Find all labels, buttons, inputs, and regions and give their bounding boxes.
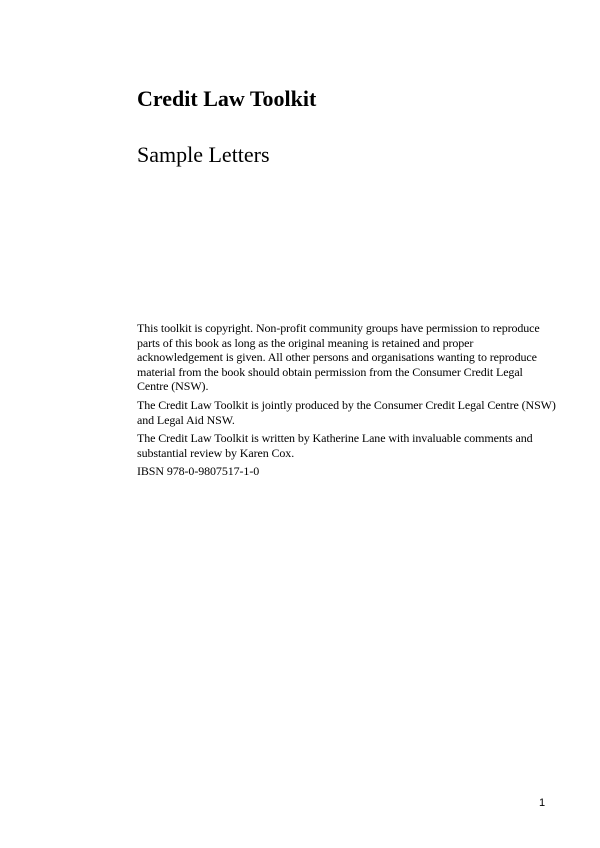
page-number: 1 — [539, 797, 546, 809]
authorship-paragraph: The Credit Law Toolkit is written by Katherine Lane with invaluable comments and substantial review by Karen Cox. — [137, 431, 533, 460]
production-paragraph: The Credit Law Toolkit is jointly produced by the Consumer Credit Legal Centre (NSW) and Legal Aid NSW. — [137, 397, 556, 427]
isbn-line: IBSN 978-0-9807517-1-0 — [137, 464, 260, 479]
copyright-paragraph: This toolkit is copyright. Non-profit community groups have permission to reproduce parts of this book as long as the original meaning is retained and proper acknowledgement is given. All other persons and organisations wanting to reproduce material from the book should obtain permission from the Consumer Credit Legal Centre (NSW). — [137, 321, 540, 394]
document-subtitle: Sample Letters — [137, 142, 270, 167]
copyright-notice — [137, 321, 557, 483]
document-title: Credit Law Toolkit — [137, 86, 317, 111]
